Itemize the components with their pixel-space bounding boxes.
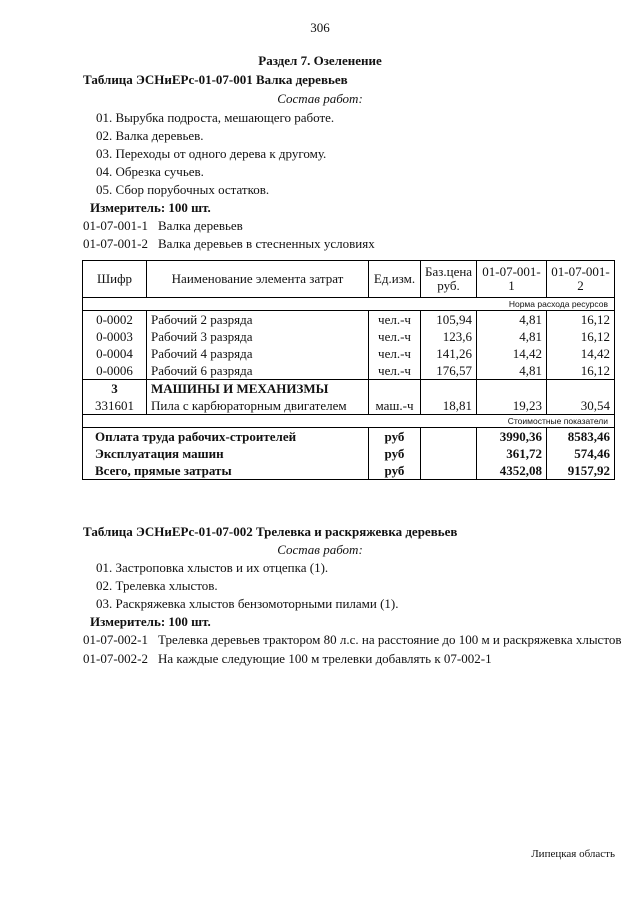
code: 01-07-001-2 (83, 236, 148, 251)
total-v1: 3990,36 (477, 428, 547, 446)
table1-work-item: 01. Вырубка подроста, мешающего работе. (96, 110, 335, 125)
band-cost: Стоимостные показатели (83, 415, 615, 428)
code: 01-07-002-2 (83, 651, 148, 666)
cell-price: 18,81 (421, 397, 477, 415)
table2-title: Таблица ЭСНиЕРс-01-07-002 Трелевка и раскряжевка деревьев (83, 524, 458, 539)
code: 01-07-002-1 (83, 632, 148, 647)
table1-izmeritel: Измеритель: 100 шт. (90, 200, 211, 215)
table2-work-item: 03. Раскряжевка хлыстов бензомоторными пилами (1). (96, 596, 399, 611)
cell-v2: 16,12 (547, 362, 615, 380)
cell-name: Рабочий 4 разряда (147, 345, 369, 362)
cell-price: 176,57 (421, 362, 477, 380)
total-name: Оплата труда рабочих-строителей (83, 428, 369, 446)
table-row (83, 397, 615, 415)
group-code: 3 (83, 380, 147, 398)
cell-code: 0-0004 (83, 345, 147, 362)
cell-code: 0-0002 (83, 311, 147, 329)
table-row (83, 362, 615, 380)
table1-title: Таблица ЭСНиЕРс-01-07-001 Валка деревьев (83, 72, 348, 87)
cell-v2: 14,42 (547, 345, 615, 362)
cell-v1: 14,42 (477, 345, 547, 362)
footer-region: Липецкая область (531, 848, 615, 860)
cell-code: 0-0003 (83, 328, 147, 345)
total-v2: 9157,92 (547, 462, 615, 480)
table1-code-line (83, 218, 243, 234)
table1-code-line (83, 236, 375, 252)
cell-unit: чел.-ч (369, 362, 421, 380)
table2-work-item: 02. Трелевка хлыстов. (96, 578, 218, 593)
header-name: Наименование элемента затрат (147, 261, 369, 298)
table2-izmeritel: Измеритель: 100 шт. (90, 614, 211, 629)
table-row (83, 345, 615, 362)
table-row (83, 311, 615, 329)
section-title: Раздел 7. Озеленение (258, 53, 382, 68)
cell-name: Пила с карбюраторным двигателем (147, 397, 369, 415)
cell-v2: 16,12 (547, 311, 615, 329)
total-row (83, 445, 615, 462)
resource-table (82, 260, 615, 480)
total-v2: 574,46 (547, 445, 615, 462)
cell-unit: маш.-ч (369, 397, 421, 415)
table-row (83, 328, 615, 345)
total-v2: 8583,46 (547, 428, 615, 446)
band-norma: Норма расхода ресурсов (83, 298, 615, 311)
table1-work-item: 02. Валка деревьев. (96, 128, 204, 143)
total-row (83, 428, 615, 446)
header-price: Баз.цена руб. (421, 261, 477, 298)
total-v1: 4352,08 (477, 462, 547, 480)
cell-unit: чел.-ч (369, 311, 421, 329)
cell-name: Рабочий 2 разряда (147, 311, 369, 329)
cell-code: 331601 (83, 397, 147, 415)
page-number: 306 (310, 20, 330, 35)
total-v1: 361,72 (477, 445, 547, 462)
band-row (83, 298, 615, 311)
cell-unit: чел.-ч (369, 328, 421, 345)
table2-work-item: 01. Застроповка хлыстов и их отцепка (1). (96, 560, 329, 575)
total-unit: руб (369, 462, 421, 480)
table1-work-item: 03. Переходы от одного дерева к другому. (96, 146, 327, 161)
table1-work-item: 05. Сбор порубочных остатков. (96, 182, 270, 197)
total-name: Всего, прямые затраты (83, 462, 369, 480)
code-text: Валка деревьев (158, 218, 243, 233)
cell-v2: 16,12 (547, 328, 615, 345)
cell-name: Рабочий 3 разряда (147, 328, 369, 345)
cell-v1: 4,81 (477, 311, 547, 329)
total-unit: руб (369, 445, 421, 462)
code-text: Трелевка деревьев трактором 80 л.с. на расстояние до 100 м и раскряжевка хлыстов (158, 632, 622, 647)
cell-v1: 4,81 (477, 362, 547, 380)
cell-name: Рабочий 6 разряда (147, 362, 369, 380)
header-col2: 01-07-001-2 (547, 261, 615, 298)
cell-v1: 4,81 (477, 328, 547, 345)
code: 01-07-001-1 (83, 218, 148, 233)
cell-price: 123,6 (421, 328, 477, 345)
table2-sostav-label: Состав работ: (277, 542, 363, 557)
table2-code-line (83, 632, 621, 648)
band-row (83, 415, 615, 428)
table-header-row (83, 261, 615, 298)
group-row (83, 380, 615, 398)
cell-v2: 30,54 (547, 397, 615, 415)
cell-price: 141,26 (421, 345, 477, 362)
cell-v1: 19,23 (477, 397, 547, 415)
header-unit: Ед.изм. (369, 261, 421, 298)
code-text: На каждые следующие 100 м трелевки добавлять к 07-002-1 (158, 651, 492, 666)
cell-code: 0-0006 (83, 362, 147, 380)
table1-sostav-label: Состав работ: (277, 91, 363, 106)
group-name: МАШИНЫ И МЕХАНИЗМЫ (147, 380, 369, 398)
table2-code-line (83, 651, 492, 667)
header-shifr: Шифр (83, 261, 147, 298)
cell-price: 105,94 (421, 311, 477, 329)
code-text: Валка деревьев в стесненных условиях (158, 236, 375, 251)
header-col1: 01-07-001-1 (477, 261, 547, 298)
table1-work-item: 04. Обрезка сучьев. (96, 164, 204, 179)
total-row (83, 462, 615, 480)
cell-unit: чел.-ч (369, 345, 421, 362)
total-name: Эксплуатация машин (83, 445, 369, 462)
total-unit: руб (369, 428, 421, 446)
